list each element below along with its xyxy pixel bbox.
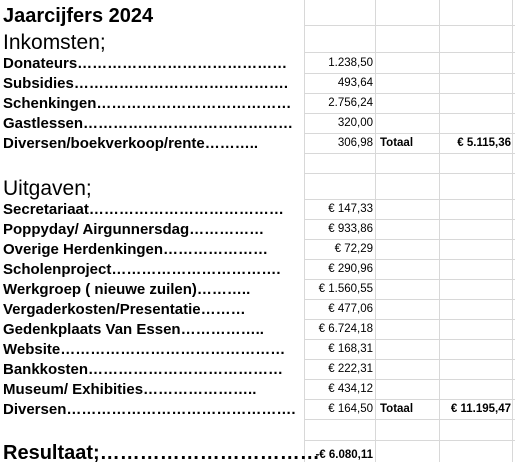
row-divider: [304, 133, 515, 134]
expense-label: Poppyday/ Airgunnersdag……………: [3, 221, 265, 238]
income-amount: 2.756,24: [328, 97, 373, 109]
expense-amount: € 72,29: [334, 243, 373, 255]
result-label: Resultaat;……………………………: [3, 442, 320, 462]
column-divider: [304, 0, 305, 462]
expense-amount: € 164,50: [328, 403, 373, 415]
row-divider: [304, 199, 515, 200]
page-title: Jaarcijfers 2024: [3, 5, 154, 27]
expense-amount: € 290,96: [328, 263, 373, 275]
expense-amount: € 147,33: [328, 203, 373, 215]
expenses-heading: Uitgaven;: [3, 177, 92, 200]
expense-amount: € 477,06: [328, 303, 373, 315]
expense-label: Museum/ Exhibities…………………..: [3, 381, 257, 398]
income-total-label: Totaal: [380, 137, 414, 149]
column-divider: [375, 0, 376, 462]
income-label: Schenkingen…………………………………: [3, 95, 292, 112]
row-divider: [304, 279, 515, 280]
row-divider: [304, 239, 515, 240]
row-divider: [304, 319, 515, 320]
row-divider: [304, 25, 515, 26]
income-amount: 493,64: [337, 77, 373, 89]
row-divider: [304, 52, 515, 53]
expenses-total-label: Totaal: [380, 403, 414, 415]
income-label: Gastlessen……………………………………: [3, 115, 294, 132]
expenses-total-value: € 11.195,47: [450, 403, 511, 415]
expense-amount: € 6.724,18: [318, 323, 373, 335]
row-divider: [304, 259, 515, 260]
row-divider: [304, 113, 515, 114]
row-divider: [304, 153, 515, 154]
expense-label: Overige Herdenkingen…………………: [3, 241, 269, 258]
income-label: Subsidies…………………………………….: [3, 75, 289, 92]
expense-label: Scholenproject…………………………….: [3, 261, 281, 278]
income-label: Donateurs……………………………………: [3, 55, 288, 72]
row-divider: [304, 419, 515, 420]
row-divider: [304, 379, 515, 380]
row-divider: [304, 173, 515, 174]
result-value: -€ 6.080,11: [315, 449, 373, 461]
expense-amount: € 1.560,55: [318, 283, 373, 295]
row-divider: [304, 93, 515, 94]
expense-label: Secretariaat…………………………………: [3, 201, 284, 218]
row-divider: [304, 299, 515, 300]
expense-label: Werkgroep ( nieuwe zuilen)………..: [3, 281, 251, 298]
expense-label: Diversen……………………………………….: [3, 401, 296, 418]
expense-label: Gedenkplaats Van Essen……………..: [3, 321, 264, 338]
expense-label: Bankkosten…………………………………: [3, 361, 284, 378]
income-heading: Inkomsten;: [3, 31, 106, 54]
row-divider: [304, 359, 515, 360]
income-amount: 306,98: [337, 137, 373, 149]
row-divider: [304, 73, 515, 74]
expense-amount: € 168,31: [328, 343, 373, 355]
expense-amount: € 222,31: [328, 363, 373, 375]
expense-label: Vergaderkosten/Presentatie………: [3, 301, 246, 318]
expense-amount: € 933,86: [328, 223, 373, 235]
row-divider: [304, 440, 515, 441]
income-label: Diversen/boekverkoop/rente………..: [3, 135, 259, 152]
income-amount: 1.238,50: [328, 57, 373, 69]
row-divider: [304, 339, 515, 340]
column-divider: [512, 0, 513, 462]
expense-amount: € 434,12: [328, 383, 373, 395]
expense-label: Website………………………………………: [3, 341, 286, 358]
column-divider: [439, 0, 440, 462]
row-divider: [304, 399, 515, 400]
income-amount: 320,00: [337, 117, 373, 129]
income-total-value: € 5.115,36: [457, 137, 511, 149]
row-divider: [304, 219, 515, 220]
